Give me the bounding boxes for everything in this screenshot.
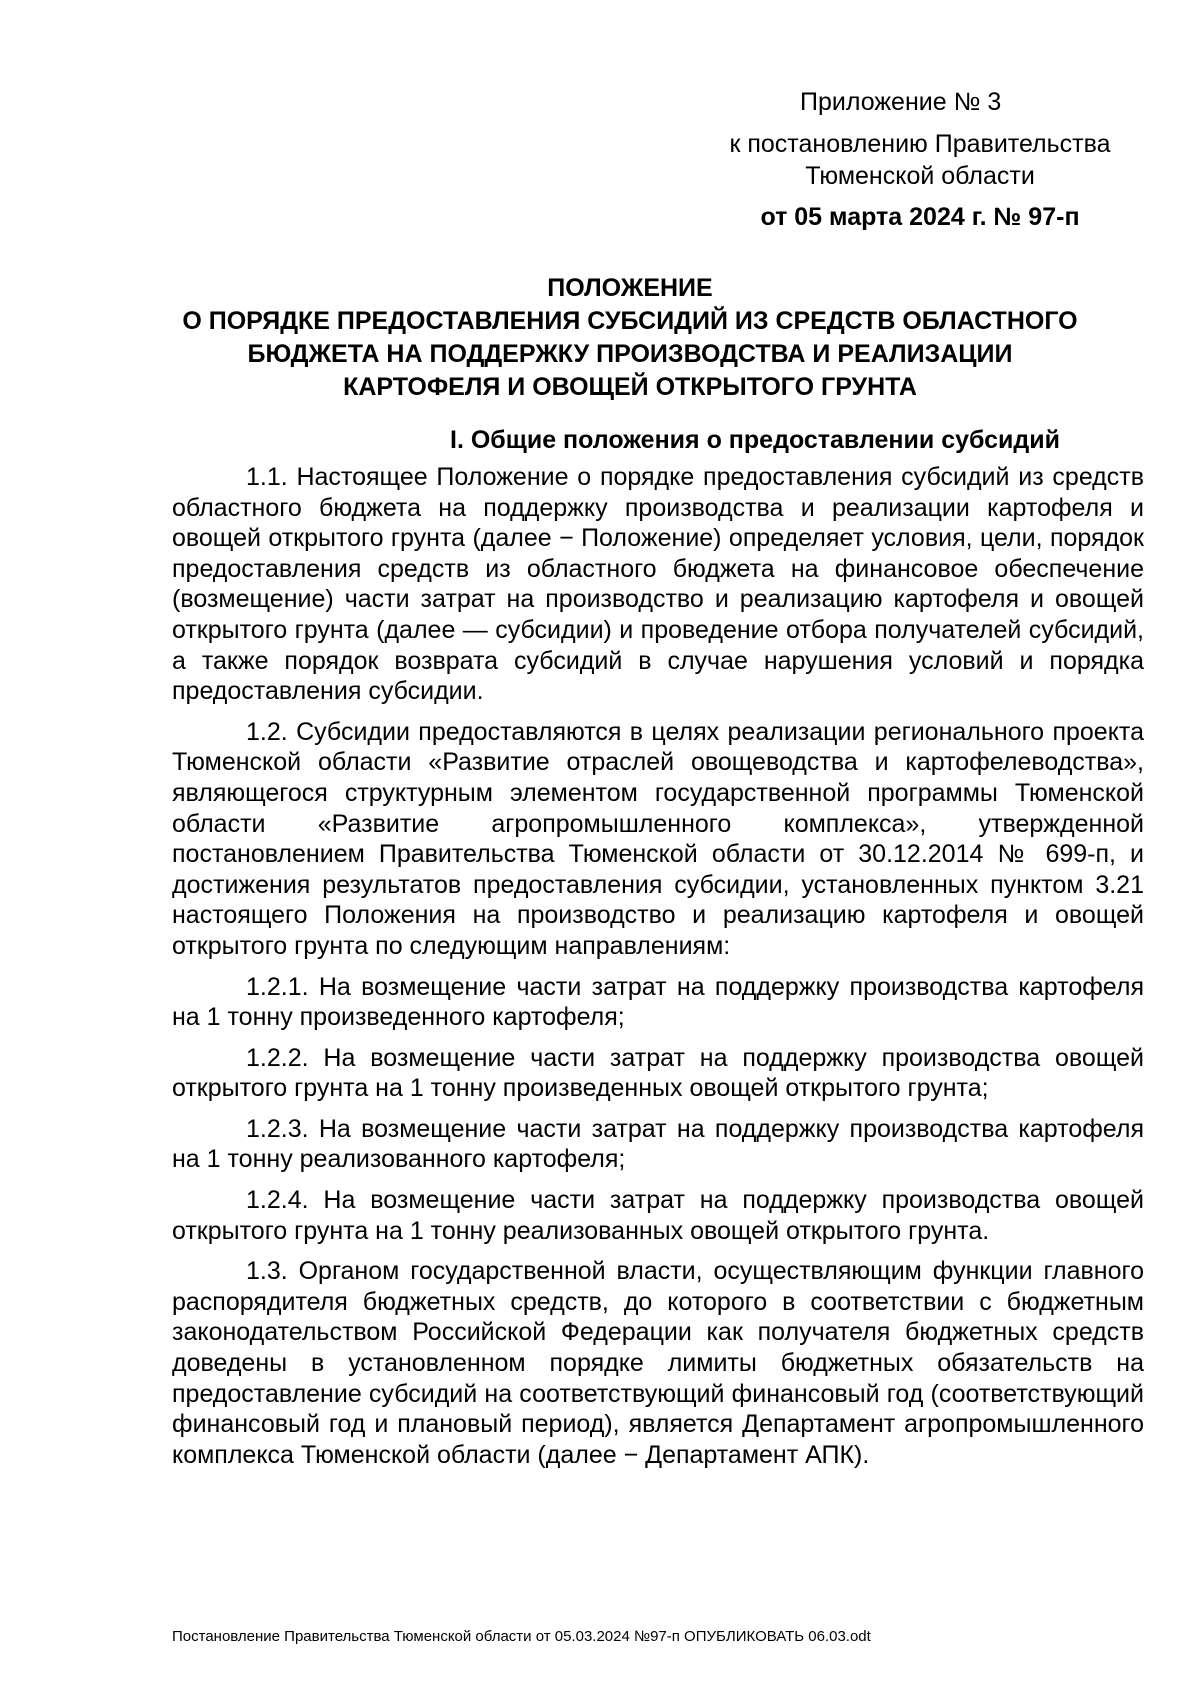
paragraph-1-2-3: 1.2.3. На возмещение части затрат на поддержку производства картофеля на 1 тонну реализованного картофеля; xyxy=(172,1114,1144,1174)
resolution-date: от 05 марта 2024 г. № 97-п xyxy=(760,203,1080,231)
resolution-reference-line1: к постановлению Правительства xyxy=(729,130,1111,158)
paragraph-1-3: 1.3. Органом государственной власти, осуществляющим функции главного распорядителя бюджетных средств, до которого в соответствии с бюджетным законодательством Российской Федерации как получателя бюджетных средств доведены в установленном порядке лимиты бюджетных обязательств на предоставление субсидий на соответствующий финансовый год (соответствующий финансовый год и плановый период), является Департамент агропромышленного комплекса Тюменской области (далее − Департамент АПК). xyxy=(172,1257,1144,1469)
title-line-3: БЮДЖЕТА НА ПОДДЕРЖКУ ПРОИЗВОДСТВА И РЕАЛИЗАЦИИ xyxy=(247,340,1013,368)
paragraph-1-2-2: 1.2.2. На возмещение части затрат на поддержку производства овощей открытого грунта на 1 тонну произведенных овощей открытого грунта; xyxy=(172,1043,1144,1103)
paragraph-1-2: 1.2. Субсидии предоставляются в целях реализации регионального проекта Тюменской области «Развитие отраслей овощеводства и картофелеводства», являющегося структурным элементом государственной программы Тюменской области «Развитие агропромышленного комплекса», утвержденной постановлением Правительства Тюменской области от 30.12.2014 № 699-п, и достижения результатов предоставления субсидии, установленных пунктом 3.21 настоящего Положения на производство и реализацию картофеля и овощей открытого грунта по следующим направлениям: xyxy=(172,717,1144,960)
title-line-4: КАРТОФЕЛЯ И ОВОЩЕЙ ОТКРЫТОГО ГРУНТА xyxy=(343,373,917,401)
paragraph-1-2-1: 1.2.1. На возмещение части затрат на поддержку производства картофеля на 1 тонну произведенного картофеля; xyxy=(172,972,1144,1032)
appendix-number: Приложение № 3 xyxy=(800,88,1002,116)
document-title xyxy=(150,272,1110,404)
title-line-2: О ПОРЯДКЕ ПРЕДОСТАВЛЕНИЯ СУБСИДИЙ ИЗ СРЕДСТВ ОБЛАСТНОГО xyxy=(182,307,1078,335)
resolution-reference xyxy=(705,128,1135,192)
title-line-1: ПОЛОЖЕНИЕ xyxy=(547,274,713,302)
paragraph-1-1: 1.1. Настоящее Положение о порядке предоставления субсидий из средств областного бюджета на поддержку производства и реализации картофеля и овощей открытого грунта (далее − Положение) определяет условия, цели, порядок предоставления средств из областного бюджета на финансовое обеспечение (возмещение) части затрат на производство и реализацию картофеля и овощей открытого грунта (далее — субсидии) и проведение отбора получателей субсидий, а также порядок возврата субсидий в случае нарушения условий и порядка предоставления субсидии. xyxy=(172,463,1144,706)
section-heading: I. Общие положения о предоставлении субсидий xyxy=(450,426,1061,454)
page-footer: Постановление Правительства Тюменской области от 05.03.2024 №97-п ОПУБЛИКОВАТЬ 06.03.odt xyxy=(172,1628,871,1645)
paragraph-1-2-4: 1.2.4. На возмещение части затрат на поддержку производства овощей открытого грунта на 1 тонну реализованных овощей открытого грунта. xyxy=(172,1186,1144,1245)
resolution-reference-line2: Тюменской области xyxy=(805,162,1035,190)
document-body xyxy=(172,462,1144,1480)
